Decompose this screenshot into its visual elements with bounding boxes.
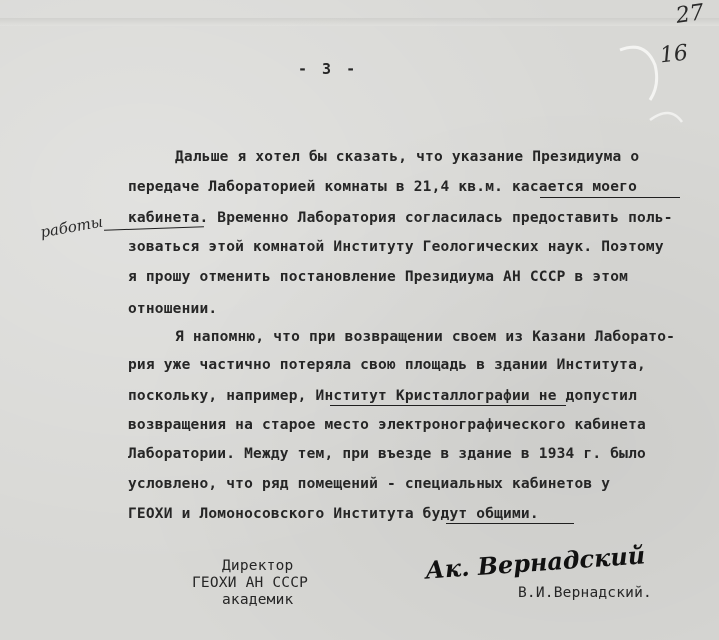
text-line: Я напомню, что при возвращении своем из Казани Лаборато- [175, 329, 676, 345]
underline-mark [540, 197, 680, 198]
text-line: возвращения на старое место электронографического кабинета [128, 417, 646, 433]
text-line: поскольку, например, Институт Кристаллографии не допустил [128, 388, 637, 404]
handwritten-signature: Ак. Вернадский [424, 540, 647, 585]
underline-mark [104, 226, 204, 230]
signature-title-academic: академик [222, 592, 294, 608]
text-line: зоваться этой комнатой Институту Геологических наук. Поэтому [128, 239, 664, 255]
text-line: условлено, что ряд помещений - специальных кабинетов у [128, 476, 611, 492]
signature-title-institute: ГЕОХИ АН СССР [192, 575, 309, 591]
corner-mark-top: 27 [674, 0, 706, 29]
text-line: передаче Лабораторией комнаты в 21,4 кв.м. касается моего [128, 179, 637, 195]
text-line: рия уже частично потеряла свою площадь в здании Института, [128, 357, 646, 373]
signature-title-director: Директор [222, 558, 294, 574]
page-number: - 3 - [298, 60, 359, 78]
pencil-scribble [600, 30, 710, 140]
text-line: Лаборатории. Между тем, при въезде в здание в 1934 г. было [128, 446, 646, 462]
text-line: я прошу отменить постановление Президиума АН СССР в этом [128, 269, 629, 285]
signatory-name: В.И.Вернадский. [518, 585, 652, 601]
text-line: ГЕОХИ и Ломоносовского Института будут общими. [128, 506, 539, 522]
text-line: Дальше я хотел бы сказать, что указание Президиума о [175, 149, 640, 165]
underline-mark [446, 523, 574, 524]
underline-mark [330, 405, 566, 406]
margin-note: работы [38, 212, 105, 242]
corner-mark-second: 16 [658, 40, 690, 69]
text-line: кабинета. Временно Лаборатория согласилась предоставить поль- [128, 210, 673, 226]
text-line: отношении. [128, 301, 218, 317]
paper-fold [0, 18, 719, 26]
